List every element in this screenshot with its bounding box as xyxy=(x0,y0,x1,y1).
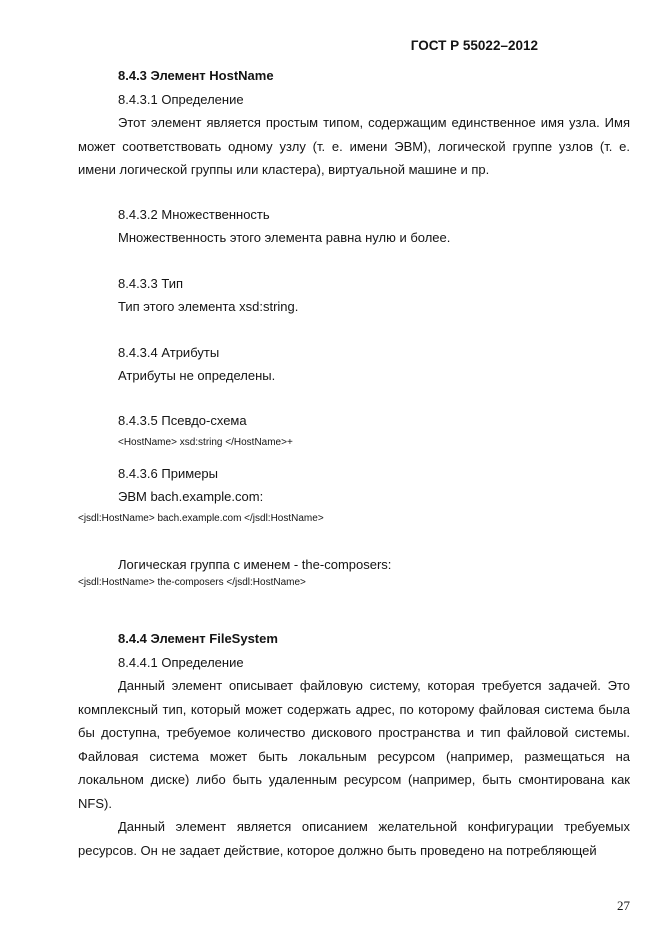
subsection-title-examples: 8.4.3.6 Примеры xyxy=(118,466,218,481)
example-1-code: <jsdl:HostName> bach.example.com </jsdl:HostName> xyxy=(78,513,324,524)
paragraph-text: Данный элемент описывает файловую систему, которая требуется задачей. Это комплексный тип, который может содержать адрес, по которому файловая система была бы доступна, требуемое количество дискового пространства и тип файловой системы. Файловая система может быть локальным ресурсом (например, размещаться на локальном диске) либо быть удаленным ресурсом (например, быть смонтирована как NFS). xyxy=(78,678,630,811)
paragraph-type: Тип этого элемента xsd:string. xyxy=(118,299,299,314)
subsection-title-type: 8.4.3.3 Тип xyxy=(118,276,184,291)
paragraph-hostname-definition xyxy=(78,111,630,182)
code-pseudo-schema: <HostName> xsd:string </HostName>+ xyxy=(118,437,293,448)
subsection-title-definition: 8.4.3.1 Определение xyxy=(118,92,244,107)
subsection-title-attributes: 8.4.3.4 Атрибуты xyxy=(118,345,220,360)
section-heading-filesystem: 8.4.4 Элемент FileSystem xyxy=(118,631,278,646)
example-2-code: <jsdl:HostName> the-composers </jsdl:HostName> xyxy=(78,577,306,588)
page-number: 27 xyxy=(617,898,630,913)
paragraph-filesystem-definition xyxy=(78,674,630,862)
example-2-label: Логическая группа с именем - the-composers: xyxy=(118,557,392,572)
paragraph-text: Данный элемент является описанием желательной конфигурации требуемых ресурсов. Он не задает действие, которое должно быть проведено на потребляющей xyxy=(78,819,630,858)
subsection-title-filesystem-definition: 8.4.4.1 Определение xyxy=(118,655,244,670)
paragraph-multiplicity: Множественность этого элемента равна нулю и более. xyxy=(118,230,451,245)
paragraph-text: Этот элемент является простым типом, содержащим единственное имя узла. Имя может соответствовать одному узлу (т. е. имени ЭВМ), логической группе узлов (т. е. имени логической группы или кластера), виртуальной машине и пр. xyxy=(78,115,630,177)
subsection-title-pseudo-schema: 8.4.3.5 Псевдо-схема xyxy=(118,413,247,428)
subsection-title-multiplicity: 8.4.3.2 Множественность xyxy=(118,207,270,222)
paragraph-attributes: Атрибуты не определены. xyxy=(118,368,276,383)
example-1-label: ЭВМ bach.example.com: xyxy=(118,489,264,504)
section-heading-hostname: 8.4.3 Элемент HostName xyxy=(118,68,274,83)
standard-number: ГОСТ Р 55022–2012 xyxy=(410,38,538,53)
